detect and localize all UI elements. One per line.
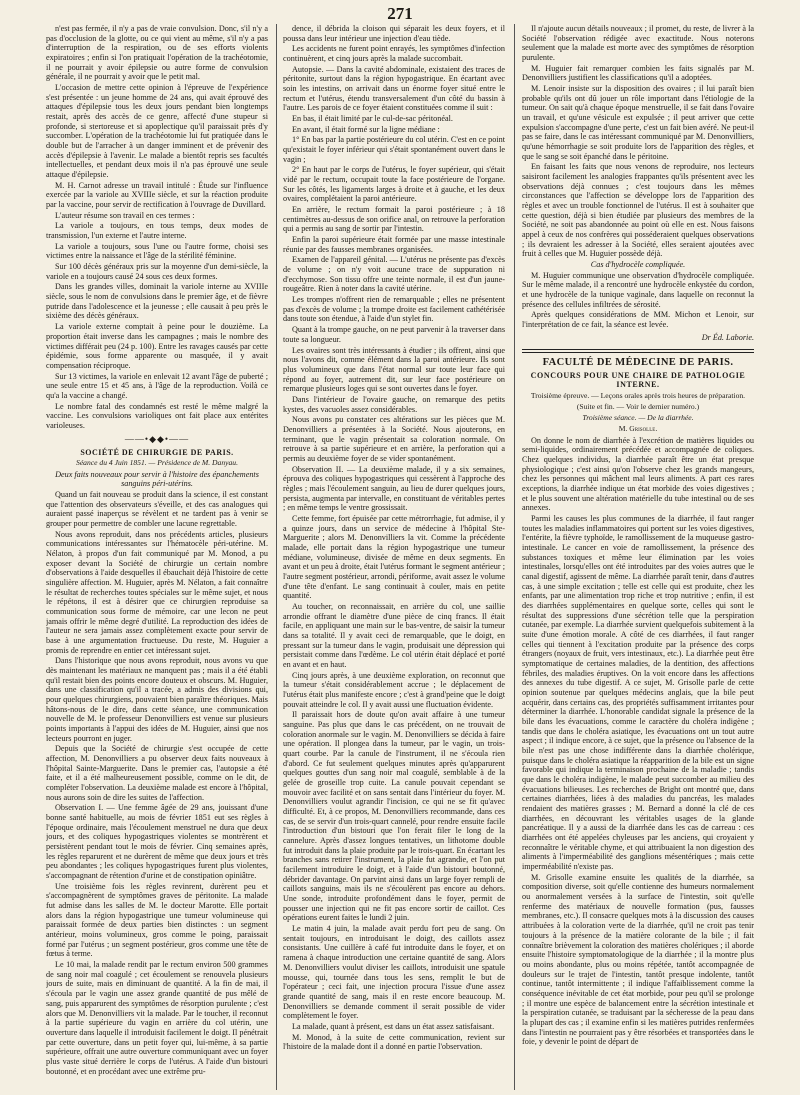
paragraph: Enfin la paroi supérieure était formée par une masse intestinale réunie par des fausses membranes organisées. [283, 235, 505, 254]
faculty-meta: (Suite et fin. — Voir le dernier numéro.) [576, 401, 700, 411]
paragraph: M. Lenoir insiste sur la disposition des ovaires ; il lui paraît bien probable qu'ils ont dû jouer un rôle important dans l'étiologie de la tumeur. On sait qu'à chaque époque menstruelle, il se fait dans l'ovaire un travail, et qu'une vésicule est expulsée ; il peut arriver que cette expulsion s'accompagne d'une perte, c'est un fait bien avéré. Ne peut-il pas se faire, dans le cas intéressant communiqué par M. Denonvilliers, qu'une hémorrhagie se soit produite lors de l'apparition des règles, et que le sang se soit épanché dans le péritoine. [522, 84, 754, 161]
paragraph: M. Huguier fait remarquer combien les faits signalés par M. Denonvilliers justifient les classifications qu'il a adoptées. [522, 63, 754, 83]
column-1 [46, 24, 268, 1090]
paragraph: Au toucher, on reconnaissait, en arrière du col, une saillie arrondie offrant le diamètre d'une pièce de cinq francs. Il était facile, en appliquant une main sur le bas-ventre, de saisir la tumeur dans sa totalité. Il y avait ceci de remarquable, que le doigt, en pressant sur la tumeur dans le vagin, produisait une dépression qui persistait comme dans l'œdème. Le col utérin était déplacé et porté en avant et en haut. [283, 601, 505, 669]
paragraph: Autopsie. — Dans la cavité abdominale, existaient des traces de péritonite, surtout dans la région hypogastrique. En écartant avec soin les intestins, on arrivait dans un énorme foyer situé entre le rectum et l'utérus, étendu transversalement d'un côté du bassin à l'autre. Les parois de ce foyer étaient constituées comme il suit : [283, 64, 505, 113]
paragraph: La variole a toujours, sous l'une ou l'autre forme, choisi ses victimes entre la naissance et l'âge de la stérilité féminine. [46, 241, 268, 261]
paragraph: En faisant les faits que nous venons de reproduire, nos lecteurs saisiront facilement les analogies frappantes qu'ils présentent avec les observations déjà connues ; c'est toujours dans les mêmes circonstances que l'affection se développe lors de l'apparition des règles et avec un trouble fonctionnel de l'utérus. Il est à souhaiter que cette question, déjà si bien étudiée par plusieurs des membres de la Société, ne soit pas abandonnée au point où elle en est. Nous faisons appel à ceux de nos confrères qui posséderaient quelques observations ; ils devraient les adresser à la Société, elles seraient ajoutées avec fruit à celles que M. Huguier possède déjà. [522, 162, 754, 259]
paragraph: 1° En bas par la partie postérieure du col utérin. C'est en ce point qu'existait le foyer inférieur qui s'était spontanément ouvert dans le vagin ; [283, 135, 505, 164]
paragraph: M. Grisolle examine ensuite les qualités de la diarrhée, sa composition diverse, soit qu'elle contienne des humeurs normalement ou anormalement versées à la surface de l'intestin, soit qu'elle renferme des matériaux de nouvelle formation (pus, fausses membranes, etc.). Il consacre quelques mots à la discussion des causes attribuées à la coloration verte de la diarrhée, qu'il ne croit pas tenir toujours à la présence de la matière colorante de la bile ; il fait connaître brièvement la coloration des matières cholériques ; il aborde ensuite l'histoire symptomatologique de la diarrhée ; il la montre plus ou moins abondante, plus ou moins répétée, tantôt accompagnée de douleurs sur le trajet de l'intestin, tantôt presque indolente, tantôt continue, tantôt intermittente ; il indique l'affaiblissement comme la conséquence inévitable de cet état morbide, pour peu qu'il se prolonge ; il montre une espèce de balancement entre la sécrétion intestinale et la perspiration cutanée, se traduisant par la sécheresse de la peau dans la plupart des cas ; il examine enfin si les matières putrides renfermées dans l'intestin ne pourraient pas y être résorbées et transportées dans le foie, y devenir le point de départ de [522, 872, 754, 1047]
faculty-meta: Troisième épreuve. — Leçons orales après trois heures de préparation. [530, 390, 746, 400]
column-2 [283, 24, 505, 1090]
page-number: 271 [387, 4, 413, 23]
subheading: Cas d'hydrocèle compliquée. [590, 260, 686, 270]
paragraph: Dans l'intérieur de l'ovaire gauche, on remarque des petits kystes, des vacuoles assez considérables. [283, 394, 505, 414]
section-meta: Séance du 4 Juin 1851. — Présidence de M. Danyau. [76, 457, 238, 467]
section-subtitle: Deux faits nouveaux pour servir à l'histoire des épanchements sanguins péri-utérins. [55, 469, 259, 489]
signature: Dr Éd. Laborie. [701, 332, 754, 342]
paragraph: Une troisième fois les règles revinrent, durèrent peu et s'accompagnèrent de symptômes graves de péritonite. La malade fut admise dans les salles de M. le docteur Marotte. Elle portait alors dans la région hypogastrique une tumeur volumineuse qui paraissait formée de deux parties bien distinctes : un segment antérieur, moins volumineux, gros comme le poing, paraissait formé par l'utérus ; un segment postérieur, gros comme une tête de fœtus à terme. [46, 881, 268, 959]
paragraph: La variole externe comptait à peine pour le douzième. La proportion était inverse dans les campagnes ; mais le nombre des victimes différait peu (24 p. 100). Entre les ravages causés par cette épidémie, sous forme apparente ou masquée, il y avait compensation réciproque. [46, 322, 268, 370]
paragraph: Dans les grandes villes, dominait la variole interne au XVIIIe siècle, sous le nom de convulsions dans le premier âge, et de fièvre putride dans l'adolescence et la jeunesse ; elle causait à peu près le sixième des décès généraux. [46, 282, 268, 321]
paragraph: En arrière, le rectum formait la paroi postérieure ; à 18 centimètres au-dessus de son orifice anal, on retrouve la perforation qui a permis au sang de sortir par l'intestin. [283, 205, 505, 234]
paragraph: Après quelques considérations de MM. Michon et Lenoir, sur l'interprétation de ce fait, la séance est levée. [522, 310, 754, 330]
faculty-meta: Troisième séance. — De la diarrhée. [582, 412, 694, 422]
paragraph: Sur 13 victimes, la variole en enlevait 12 avant l'âge de puberté ; une seule entre 15 et 45 ans, à l'âge de la reproduction. Voilà ce qu'a la vaccine a changé. [46, 371, 268, 400]
faculty-title: FACULTÉ DE MÉDECINE DE PARIS. [542, 356, 734, 368]
speaker-name: M. Grisolle. [618, 423, 658, 433]
paragraph: Il paraissait hors de doute qu'on avait affaire à une tumeur sanguine. Pas plus que dans le cas précédent, on ne trouvait de coloration anormale sur le vagin. M. Denonvilliers se décida à faire une opération. Il plongea dans la tumeur, par le vagin, un trois-quart courbe. Par la canule de l'instrument, il ne s'écoula rien d'abord. Ce fut seulement quelques minutes après qu'apparurent quelques gouttes d'un sang noir mal coagulé, semblable à de la gelée de groseille trop cuite. La canule pouvait cependant se mouvoir avec facilité et on sans sentait dans l'intérieur du foyer. M. Denonvilliers voulut agrandir l'incision, ce qui ne se fit qu'avec difficulté. Et, à ce propos, M. Denonvilliers recommande, dans ces cas, de se servir d'un trois-quart cannelé, pour rendre ensuite facile l'introduction d'un bistouri que l'on ferait filer le long de la cannelure. Après d'assez longues tentatives, un lithotome double fut introduit dans la plaie produite par le trois-quart. En écartant les branches sans retirer l'instrument, la plaie fut agrandie, et l'on put facilement introduire le doigt, et à l'aide d'un bistouri boutonné, débrider davantage. On parvint ainsi dans un large foyer rempli de caillots sanguins, mais ils ne s'écoulèrent pas encore au dehors. Une sonde, introduite profondément dans le foyer, permit de pousser une injection qui ne fit pas encore sortir de caillot. Ces opérations eurent faites le lundi 2 juin. [283, 710, 505, 923]
paragraph: Cinq jours après, à une deuxième exploration, on reconnut que la tumeur s'était considérablement accrue ; le déplacement de l'utérus était plus manifeste encore ; c'est à grand'peine que le doigt pouvait atteindre le col. Il y avait aussi une fluctuation évidente. [283, 670, 505, 709]
paragraph: M. H. Carnot adresse un travail intitulé : Étude sur l'influence exercée par la variole au XVIIIe siècle, et sur la réaction produite par la vaccine, pour servir de rectification à l'ouvrage de Duvillard. [46, 180, 268, 210]
column-divider [514, 24, 515, 1090]
paragraph: M. Huguier communique une observation d'hydrocèle compliquée. Sur le même malade, il a rencontré une hydrocèle enkystée du cordon, et une hydrocèle de la tunique vaginale, dans laquelle on reconnut la présence des cellules infiltrées de sérosité. [522, 270, 754, 309]
paragraph: M. Monod, à la suite de cette communication, revient sur l'histoire de la malade dont il a donné en partie l'observation. [283, 1032, 505, 1052]
paragraph: Quand un fait nouveau se produit dans la science, il est constant que l'attention des observateurs s'éveille, et des cas analogues qui auraient passé inaperçus se révèlent et ne tardent pas à venir se grouper pour permettre de combler une lacune regrettable. [46, 489, 268, 528]
paragraph: Les accidents ne furent point enrayés, les symptômes d'infection continuèrent, et cinq jours après la malade succombait. [283, 44, 505, 64]
column-3 [522, 24, 754, 1090]
paragraph: L'auteur résume son travail en ces termes : [55, 210, 195, 220]
paragraph: Nous avons pu constater ces altérations sur les pièces que M. Denonvilliers a présentées à la Société. Nous ajouterons, en terminant, que le vagin présentait sa coloration normale. On retrouve à sa partie supérieure et en arrière, la perforation qui a permis au deuxième foyer de se vider spontanément. [283, 415, 505, 463]
paragraph: Cette femme, fort épuisée par cette métrorrhagie, fut admise, il y a quinze jours, dans un service de médecine à l'hôpital Ste-Marguerite ; alors M. Denonvilliers la vit. Comme la précédente malade, elle portait dans la région hypogastrique une tumeur médiane, volumineuse, divisée de même en deux segments. En avant et un peu à droite, était l'utérus formant le segment antérieur ; l'autre segment postérieur, arrondi, périforme, avait assez le volume d'une tête d'enfant. Le sang continuait à couler, mais en petite quantité. [283, 513, 505, 601]
paragraph: En bas, il était limité par le cul-de-sac péritonéal. [292, 114, 453, 124]
paragraph: 2° En haut par le corps de l'utérus, le foyer supérieur, qui s'était vidé par le rectum, occupait toute la face postérieure de l'organe. Sur les côtés, les ligaments larges à droite et à gauche, et les deux ovaires, complétaient la paroi antérieure. [283, 165, 505, 204]
paragraph: Les trompes n'offrent rien de remarquable ; elles ne présentent pas d'excès de volume ; la trompe droite est facilement cathétérisée dans toute son étendue, à l'aide d'un stylet fin. [283, 295, 505, 324]
column-divider [276, 24, 277, 1090]
paragraph: Les ovaires sont très intéressants à étudier ; ils offrent, ainsi que nous l'avons dit, comme élément dans la paroi antérieure. Ils sont plus volumineux que dans l'état normal sur toute leur face qui répond au foyer, autrement dit, sur leur face postérieure on remarque plusieurs loges qui se sont ouvertes dans le foyer. [283, 345, 505, 394]
paragraph: La variole a toujours, en tous temps, deux modes de transmission, l'un externe et l'autre interne. [46, 221, 268, 241]
paragraph: Parmi les causes les plus communes de la diarrhée, il faut ranger toutes les maladies inflammatoires qui portent sur les voies digestives, l'entérite, la fièvre typhoïde, le ramollissement de la muqueuse gastro-intestinale. Le cancer en voie de ramollissement, la présence des substances toxiques et même leur élimination par les voies intestinales, lorsqu'elles ont été introduites par des voies autres que le canal digestif, agissent de même. La diarrhée paraît tenir, dans d'autres cas, à une simple excitation ; telle est celle qui est produite, chez les enfants, par une alimentation trop riche et trop nutritive ; enfin, il est des diarrhées supplémentaires en quelque sorte, celles qui sont le résultat des suppressions d'une sécrétion telle que la perspiration cutanée, par exemple. La diarrhée survient quelquefois subitement à la suite d'une émotion morale. A côté de ces diarrhées, il faut ranger celles qui tiennent à l'excitation produite par la présence des corps étrangers (noyaux de fruit, vers intestinaux, etc.). La diarrhée peut être symptomatique de certaines maladies, de la dentition, des affections fébriles, des maladies éruptives. On la voit encore dans les affections des annexes du tube digestif. A ce sujet, M. Grisolle parle de cette opinion soutenue par quelques médecins anglais, que la bile peut acquérir, dans certains cas, des propriétés suffisamment irritantes pour déterminer la diarrhée. L'honorable candidat signale la présence de la bile dans les évacuations, comme le caractère du choléra indigène ; tandis que dans le choléra asiatique, les évacuations ont un tout autre aspect ; il indique encore, à ce sujet, que la présence ou l'absence de la bile n'est pas une chose indifférente dans la diarrhée cholérique, puisque dans le choléra asiatique la réapparition de la bile est un signe favorable qui indique la terminaison prochaine de la maladie ; tandis que dans le choléra indigène, le malade peut succomber au milieu des évacuations bilieuses. Les recherches de Bright ont montré que, dans certaines diarrhées, liées à des maladies du pancréas, les malades rendaient des matières grasses ; M. Bernard a donné la clé de ces diarrhées, en découvrant les véritables usages de la glande pancréatique. Il y a aussi de la diarrhée dans les cas de carreau : ces diarrhées ont été appelées chyleuses par les anciens, qui croyaient y reconnaître le véritable chyme, et qui attribuaient la non digestion des aliments à l'imperméabilité des ganglions mésentériques ; mais cette imperméabilité n'existe pas. [522, 513, 754, 872]
paragraph: Nous avons reproduit, dans nos précédents articles, plusieurs communications intéressantes sur l'hématocèle péri-utérine. M. Nélaton, à propos d'un fait communiqué par M. Monod, a pu exposer devant la Société de chirurgie un certain nombre d'observations à l'aide desquelles il ébauchait déjà l'histoire de cette singulière affection. M. Huguier, après M. Nélaton, a fait connaître le résultat de recherches toutes spéciales sur le même sujet, et nous le répétons, il est à désirer que ce chirurgien reproduise sa communication sous forme de mémoire, car une lecon ne peut jamais offrir le même degré d'utilité. La reproduction des idées de l'auteur ne sera jamais assez complètement exacte pour servir de base à une argumentation fructueuse. Du reste, M. Huguier a promis de reprendre en entier cet intéressant sujet. [46, 529, 268, 655]
paragraph: On donne le nom de diarrhée à l'excrétion de matières liquides ou semi-liquides, ordinairement précédée et accompagnée de coliques. Chez quelques individus, la diarrhée paraît être un état presque physiologique ; c'est ainsi qu'on l'observe chez les grands mangeurs, chez les personnes qui mâchent mal leurs aliments. A part ces rares exceptions, la diarrhée indique un état morbide des voies digestives ; et le plus souvent une altération matérielle du tube intestinal ou de ses annexes. [522, 435, 754, 513]
paragraph: L'occasion de mettre cette opinion à l'épreuve de l'expérience s'est présentée : un jeune homme de 24 ans, qui avait éprouvé des attaques d'épilepsie tous les deux jours pendant bien longtemps restait, après des accès de ce genre, affecté d'une stupeur si profonde, si stertoreuse et si apoplectique qu'il paraissait près d'y succomber. L'opération de la trachéotomie lui fut pratiquée dans le double but de l'arracher à un danger imminent et de prévenir des accès d'épilepsie à l'avenir. Le malade a bientôt repris ses facultés intellectuelles, et pendant deux mois il n'a pas éprouvé une seule attaque d'épilepsie. [46, 83, 268, 180]
paragraph: Sur 100 décès généraux pris sur la moyenne d'un demi-siècle, la variole en a toujours causé 24 sous ces deux formes. [46, 262, 268, 281]
paragraph: Le matin 4 juin, la malade avait perdu fort peu de sang. On sentait toujours, en introduisant le doigt, des caillots assez consistants. Une cuillère à café fut introduite dans le foyer, et on ramena à chaque introduction une certaine quantité de sang. Alors M. Denonvilliers voulut diviser les caillots, introduisit une spatule mousse, qui, tournée dans tous les sens, remplit le but de l'opérateur ; ceci fait, une injection procura l'issue d'une assez grande quantité de sang, mais il en reste encore beaucoup. M. Denonvilliers se demande comment il serait possible de vider complètement le foyer. [283, 924, 505, 1021]
paragraph: Observation II. — La deuxième malade, il y a six semaines, éprouva des coliques hypogastriques qui cessèrent à l'approche des règles ; mais l'écoulement sanguin, au lieu de durer quelques jours, persista, augmenta par intervalle, en constituant de véritables pertes ; en même temps le ventre grossissait. [283, 464, 505, 513]
paragraph: Dans l'historique que nous avons reproduit, nous avons vu que dès maintenant les matériaux ne manquent pas ; mais il a été établi qu'il restait bien des points encore douteux et obscurs. M. Huguier, dans une classification qu'il a tracée, a admis des divisions qui, pour quelques chirurgiens, pouvaient bien paraître théoriques. Mais hâtons-nous de le dire, dans cette séance, une communication nouvelle de M. le professeur Denonvilliers est venue sur plusieurs points importants à l'appui des idées de M. Huguier, ainsi que nos lecteurs pourront en juger. [46, 656, 268, 743]
paragraph: Observation I. — Une femme âgée de 29 ans, jouissant d'une bonne santé habituelle, au mois de février 1851 eut ses règles à l'époque ordinaire, mais l'écoulement menstruel ne dura que deux jours, et des coliques hypogastriques violentes se montrèrent et persistèrent pendant tout le mois de février. Cinq semaines après, les règles reparurent et ne durèrent de même que deux jours et très peu abondantes ; les coliques hypogastriques furent plus violentes, s'accompagnant de rétention d'urine et de constipation opiniâtre. [46, 803, 268, 881]
paragraph: La malade, quant à présent, est dans un état assez satisfaisant. [292, 1021, 495, 1031]
section-divider [522, 349, 754, 353]
ornament-divider: ——•◆◆•—— [124, 433, 190, 444]
paragraph: Quant à la trompe gauche, on ne peut parvenir à la traverser dans toute sa longueur. [283, 325, 505, 344]
paragraph: Il n'ajoute aucun détails nouveaux ; il promet, du reste, de livrer à la Société l'observation rédigée avec exactitude. Nous noterons seulement que la malade est morte avec des symptômes de résorption purulente. [522, 24, 754, 63]
paragraph: dence, il débrida la cloison qui séparait les deux foyers, et il poussa dans leur intérieur une injection d'eau tiède. [283, 24, 505, 43]
faculty-subtitle: CONCOURS POUR UNE CHAIRE DE PATHOLOGIE INTERNE. [530, 370, 746, 390]
paragraph: Examen de l'appareil génital. — L'utérus ne présente pas d'excès de volume ; on n'y voit aucune trace de suppuration ni d'ecchymose. Son tissu offre une teinte normale, il est d'un jaune-rougeâtre. Rien à noter dans la cavité utérine. [283, 255, 505, 294]
paragraph: Le 10 mai, la malade rendit par le rectum environ 500 grammes de sang noir mal coagulé ; cet écoulement se renouvela plusieurs jours de suite, mais en diminuant de quantité. A la fin de mai, il s'écoula par le vagin une assez grande quantité de pus mêlé de sang, puis apparurent des symptômes de résorption purulente ; c'est alors que M. Denonvilliers vit la malade. Par le toucher, il reconnut à la partie supérieure du vagin en arrière du col utérin, une ouverture dans laquelle il introduisit facilement le doigt. Il pénétrait par cette ouverture, dans un petit foyer qui, lui-même, à sa partie supérieure, offrait une autre ouverture communiquant avec un foyer plus vaste situé derrière le corps de l'utérus. A l'aide d'un bistouri boutonné, et en procédant avec une extrême pru- [46, 960, 268, 1076]
paragraph: En avant, il était formé sur la ligne médiane : [292, 124, 440, 134]
section-title: SOCIÉTÉ DE CHIRURGIE DE PARIS. [80, 448, 234, 458]
paragraph: n'est pas fermée, il n'y a pas de vraie convulsion. Donc, s'il n'y a pas d'occlusion de la glotte, ou ce qui vient au même, s'il n'y a pas d'interruption de la respiration, ou de ses efforts violents expiratoires ; enfin si l'on pratiquait l'opération de la trachéotomie, il ne pourrait y avoir épilepsie ou autre forme de convulsion générale, il ne pourrait y avoir que le petit mal. [46, 24, 268, 82]
paragraph: Le nombre fatal des condamnés est resté le même malgré la vaccine. Les convulsions varioliques ont fait place aux entérites varioleuses. [46, 401, 268, 430]
paragraph: Depuis que la Société de chirurgie s'est occupée de cette affection, M. Denonvilliers a pu observer deux faits nouveaux à l'hôpital Sainte-Marguerite. Dans le premier cas, l'autopsie a été faite, et il a été malheureusement possible, comme on le dit, de compléter l'observation. La deuxième malade est encore à l'hôpital, nous aurons soin de dire les suites de l'affection. [46, 744, 268, 802]
